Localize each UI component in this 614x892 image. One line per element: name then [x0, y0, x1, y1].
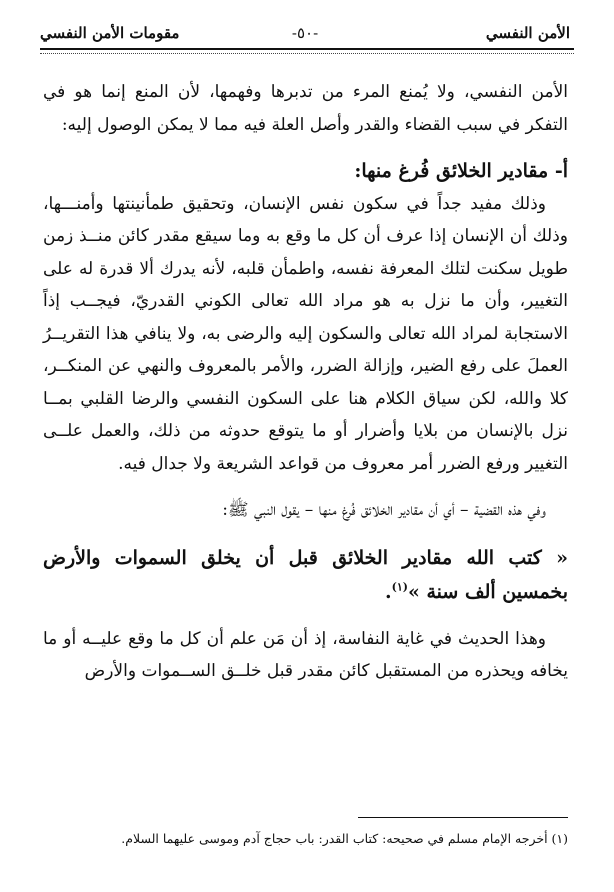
- header-dotted-rule: [40, 53, 574, 54]
- paragraph-explanation: وذلك مفيد جداً في سكون نفس الإنسان، وتحقيق طمأنينتها وأمنـــها، وذلك أن الإنسان إذا عرف أن كل ما وقع به وما سيقع مقدر كائن منــذ زمن طويل سكنت لتلك المعرفة نفسه، واطمأن قلبه، لأنه يدرك ألا قدرة له على التغيير، وأن ما نزل به هو مراد الله تعالى الكوني القدريّ، فيجــب إذاً الاستجابة لمراد الله تعالى والسكون إليه والرضى به، ولا ينافي هذا التقريــرُ العملَ على رفع الضير، وإزالة الضرر، والأمر بالمعروف والنهي عن المنكــر، كلا والله، لكن سياق الكلام هنا على السكون النفسي والرضا القلبي بمــا نزل بالإنسان من بلايا وأضرار أو ما يتوقع حدوثه من ذلك، والعمل علــى التغيير ورفع الضرر أمر معروف من قواعد الشريعة ولا جدال فيه.: [43, 193, 568, 474]
- page-body: [43, 76, 568, 688]
- paragraph-commentary: وهذا الحديث في غاية النفاسة، إذ أن مَن علم أن كل ما وقع عليــه أو ما يخافه ويحذره من المستقبل كائن مقدر قبل خلــق الســموات والأرض: [43, 628, 568, 681]
- hadith-quote: [43, 541, 568, 609]
- running-header: [40, 18, 570, 44]
- header-chapter-title: مقومات الأمن النفسي: [40, 24, 180, 42]
- quote-period: .: [385, 580, 392, 603]
- footnote: (١) أخرجه الإمام مسلم في صحيحه: كتاب القدر: باب حجاج آدم وموسى عليهما السلام.: [121, 831, 568, 846]
- paragraph-hadith-intro: وفي هذه القضية – أي أن مقادير الخلائق فُرغ منها – يقول النبي ﷺ:: [222, 500, 546, 520]
- hadith-text: كتب الله مقادير الخلائق قبل أن يخلق السموات والأرض بخمسين ألف سنة: [43, 546, 568, 603]
- header-rule: [40, 48, 574, 50]
- paragraph-intro: الأمن النفسي، ولا يُمنع المرء من تدبرها وفهمها، لأن المنع إنما هو في التفكر في سبب القضاء والقدر وأصل العلة فيه مما لا يمكن الوصول إليه:: [43, 82, 568, 135]
- quote-open-mark: «: [541, 546, 568, 569]
- section-heading: أ- مقادير الخلائق فُرغ منها:: [354, 160, 568, 182]
- page-number: -٥٠-: [291, 24, 319, 42]
- footnote-ref[interactable]: (١): [391, 580, 408, 594]
- header-book-title: الأمن النفسي: [485, 24, 570, 42]
- footnote-rule: [358, 817, 568, 818]
- quote-close-mark: »: [408, 580, 427, 603]
